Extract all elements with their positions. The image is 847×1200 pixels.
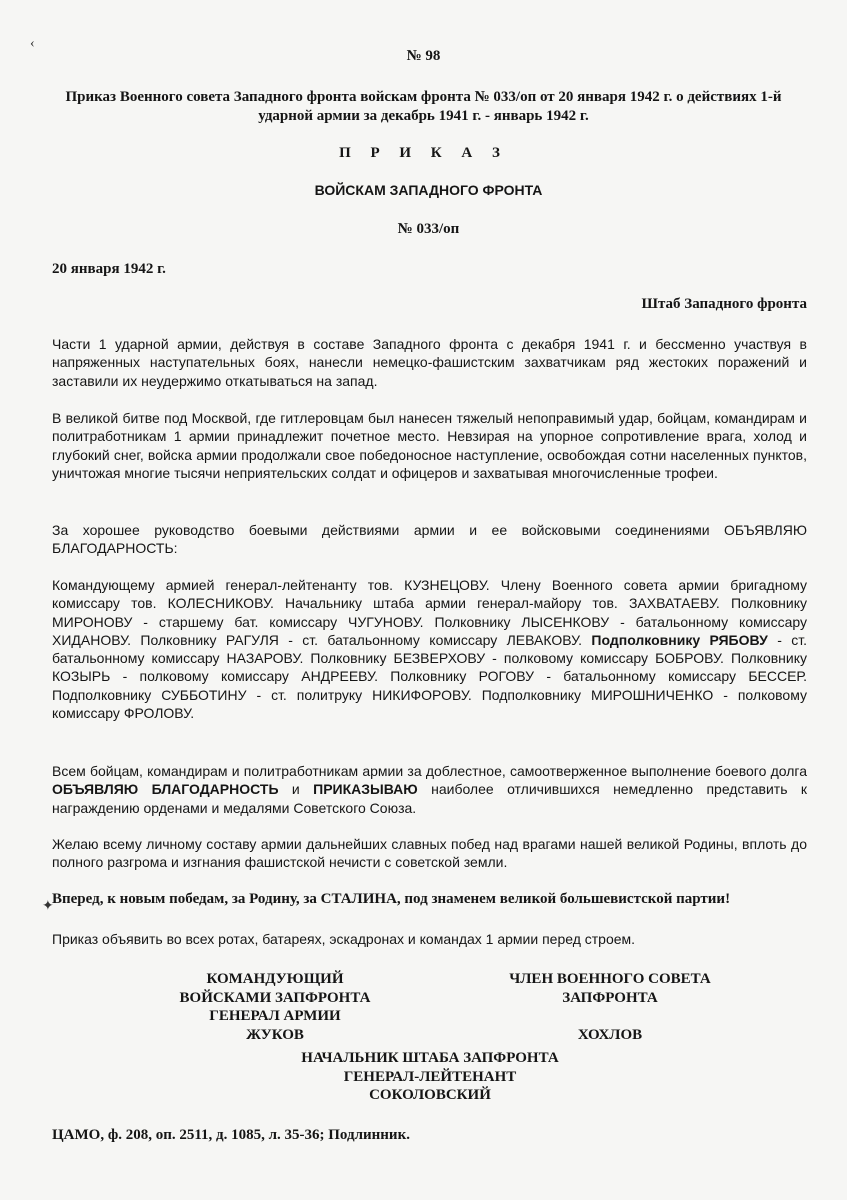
signature-chief-of-staff <box>230 1049 630 1105</box>
order-number: № 033/оп <box>397 221 460 237</box>
order-word: ПРИКАЗЫВАЮ <box>313 781 418 798</box>
document-number: № 98 <box>406 48 441 64</box>
paragraph-5 <box>52 762 807 817</box>
paragraph-1: Части 1 ударной армии, действуя в составе Западного фронта с декабря 1941 г. и бессменно участвуя в напряженных наступательных боях, нанесли немецко-фашистским захватчикам ряд жестоких поражений и заставили их неудержимо откатываться на запад. <box>52 336 807 389</box>
signature-line: ЧЛЕН ВОЕННОГО СОВЕТА <box>509 971 711 987</box>
order-place: Штаб Западного фронта <box>641 296 807 312</box>
signature-line: КОМАНДУЮЩИЙ <box>206 971 344 987</box>
signature-line: ЗАПФРОНТА <box>562 989 658 1006</box>
paragraph-5-text-end: наиболее отличившихся немедленно представить к награждению орденами и медалями Советского Союза. <box>52 781 808 816</box>
scan-mark: ‹ <box>30 36 35 51</box>
document-title: Приказ Военного совета Западного фронта войскам фронта № 033/оп от 20 января 1942 г. о действиях 1-й ударной армии за декабрь 1941 г. - январь 1942 г. <box>65 89 782 124</box>
paragraph-4-commendations <box>52 576 807 722</box>
commendations-text-continued: - ст. батальонному комиссару НАЗАРОВУ. Полковнику БЕЗВЕРХОВУ - полковому комиссару БОБРОВУ. Полковнику КОЗЫРЬ - полковому комиссару АНДРЕЕВУ. Полковнику РОГОВУ - батальонному комиссару БЕССЕР. Подполковнику СУББОТИНУ - ст. политруку НИКИФОРОВУ. Подполковнику МИРОШНИЧЕНКО - полковому комиссару ФРОЛОВУ. <box>52 631 807 722</box>
signature-commander <box>110 970 440 1044</box>
signature-line <box>470 1007 750 1026</box>
paragraph-5-text: Всем бойцам, командирам и политработникам армии за доблестное, самоотверженное выполнение боевого долга <box>52 763 807 779</box>
archive-reference: ЦАМО, ф. 208, оп. 2511, д. 1085, л. 35-36; Подлинник. <box>52 1127 410 1143</box>
order-date: 20 января 1942 г. <box>52 261 166 277</box>
paragraph-6: Желаю всему личному составу армии дальнейших славных побед над врагами нашей великой Родины, вплоть до полного разгрома и изгнания фашистской нечисти с советской земли. <box>52 836 807 871</box>
scan-mark: ✦ <box>42 899 54 914</box>
paragraph-3: За хорошее руководство боевыми действиями армии и ее войсковыми соединениями ОБЪЯВЛЯЮ БЛАГОДАРНОСТЬ: <box>52 522 807 557</box>
signature-line: ГЕНЕРАЛ-ЛЕЙТЕНАНТ <box>343 1068 517 1085</box>
signature-line: ВОЙСКАМИ ЗАПФРОНТА <box>179 989 371 1006</box>
slogan: Вперед, к новым победам, за Родину, за СТАЛИНА, под знаменем великой большевистской партии! <box>52 891 731 907</box>
signature-name: ЖУКОВ <box>246 1026 304 1043</box>
paragraph-8: Приказ объявить во всех ротах, батареях, эскадронах и командах 1 армии перед строем. <box>52 931 636 947</box>
prikaz-heading: П Р И К А З <box>339 145 508 161</box>
commendations-text: Командующему армией генерал-лейтенанту тов. КУЗНЕЦОВУ. Члену Военного совета армии бригадному комиссару тов. КОЛЕСНИКОВУ. Начальнику штаба армии генерал-майору тов. ЗАХВАТАЕВУ. Полковнику МИРОНОВУ - старшему бат. комиссару ЧУГУНОВУ. Полковнику ЛЫСЕНКОВУ - батальонному комиссару ХИДАНОВУ. Полковнику РАГУЛЯ - ст. батальонному комиссару ЛЕВАКОВУ. <box>52 577 807 648</box>
signature-council-member <box>470 970 750 1044</box>
signature-name: СОКОЛОВСКИЙ <box>369 1087 491 1103</box>
declare-gratitude: ОБЪЯВЛЯЮ БЛАГОДАРНОСТЬ <box>52 781 279 798</box>
commendation-highlight: Подполковнику РЯБОВУ <box>591 631 768 648</box>
signature-name: ХОХЛОВ <box>577 1026 643 1043</box>
paragraph-5-conjunction: и <box>278 781 314 798</box>
signature-line: НАЧАЛЬНИК ШТАБА ЗАПФРОНТА <box>301 1050 559 1066</box>
addressee-heading: ВОЙСКАМ ЗАПАДНОГО ФРОНТА <box>314 182 543 198</box>
signature-line: ГЕНЕРАЛ АРМИИ <box>209 1008 341 1024</box>
paragraph-2: В великой битве под Москвой, где гитлеровцам был нанесен тяжелый непоправимый удар, бойцам, командирам и политработникам 1 армии принадлежит почетное место. Невзирая на упорное сопротивление врага, холод и глубокий снег, войска армии продолжали свое победоносное наступление, освобождая сотни населенных пунктов, уничтожая многие тысячи неприятельских солдат и офицеров и захватывая многочисленные трофеи. <box>52 410 807 481</box>
